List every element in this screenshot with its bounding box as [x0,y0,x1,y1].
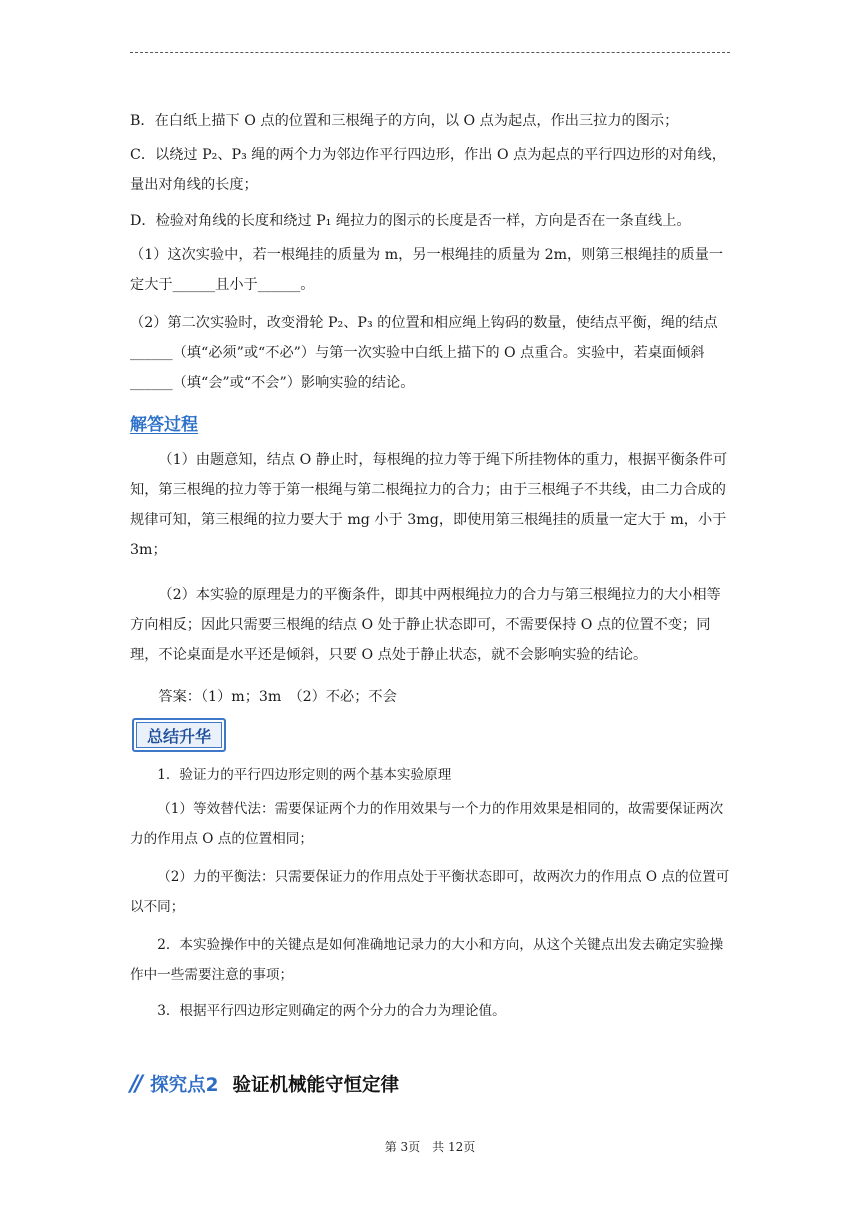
question-2: （2）第二次实验时，改变滑轮 P₂、P₃ 的位置和相应绳上钩码的数量，使结点平衡，绳的结点______（填“必须”或“不必”）与第一次实验中白纸上描下的 O 点重合。实验中，若桌面倾斜______（填“会”或“不会”）影响实验的结论。 [130,315,718,391]
header-rule [130,52,730,53]
summary-item-1: 1．验证力的平行四边形定则的两个基本实验原理 [157,767,452,783]
solution-part-1: （1）由题意知，结点 O 静止时，每根绳的拉力等于绳下所挂物体的重力，根据平衡条件可知，第三根绳的拉力等于第一根绳与第二根绳拉力的合力；由于三根绳子不共线，由二力合成的规律可知，第三根绳的拉力要大于 mg 小于 3mg，即使用第三根绳挂的质量一定大于 m，小于 3m； [130,452,728,558]
summary-item-2: 2．本实验操作中的关键点是如何准确地记录力的大小和方向，从这个关键点出发去确定实验操作中一些需要注意的事项； [130,937,724,983]
option-c: C．以绕过 P₂、P₃ 绳的两个力为邻边作平行四边形，作出 O 点为起点的平行四边形的对角线，量出对角线的长度； [130,147,726,193]
solution-heading: 解答过程 [130,415,198,435]
summary-item-1b: （2）力的平衡法：只需要保证力的作用点处于平衡状态即可，故两次力的作用点 O 点的位置可以不同； [130,869,730,915]
answer-line: 答案：（1）m；3m （2）不必；不会 [158,689,397,705]
summary-badge: 总结升华 [132,718,226,752]
next-section-label: 探究点2 [150,1075,219,1096]
question-1: （1）这次实验中，若一根绳挂的质量为 m，另一根绳挂的质量为 2m，则第三根绳挂的质量一定大于______且小于______。 [130,247,724,293]
double-slash-icon: // [130,1071,141,1097]
option-b: B．在白纸上描下 O 点的位置和三根绳子的方向，以 O 点为起点，作出三拉力的图示； [130,113,679,129]
summary-item-1a: （1）等效替代法：需要保证两个力的作用效果与一个力的作用效果是相同的，故需要保证两次力的作用点 O 点的位置相同； [130,801,724,847]
next-section-title: 验证机械能守恒定律 [232,1075,399,1096]
next-section-heading [130,1068,399,1100]
summary-item-3: 3．根据平行四边形定则确定的两个分力的合力为理论值。 [157,1003,506,1019]
option-d: D．检验对角线的长度和绕过 P₁ 绳拉力的图示的长度是否一样，方向是否在一条直线上。 [130,213,691,229]
solution-part-2: （2）本实验的原理是力的平衡条件，即其中两根绳拉力的合力与第三根绳拉力的大小相等方向相反；因此只需要三根绳的结点 O 处于静止状态即可，不需要保持 O 点的位置不变；同理，不论桌面是水平还是倾斜，只要 O 点处于静止状态，就不会影响实验的结论。 [130,587,721,663]
page-footer: 第 3页 共 12页 [384,1140,476,1154]
